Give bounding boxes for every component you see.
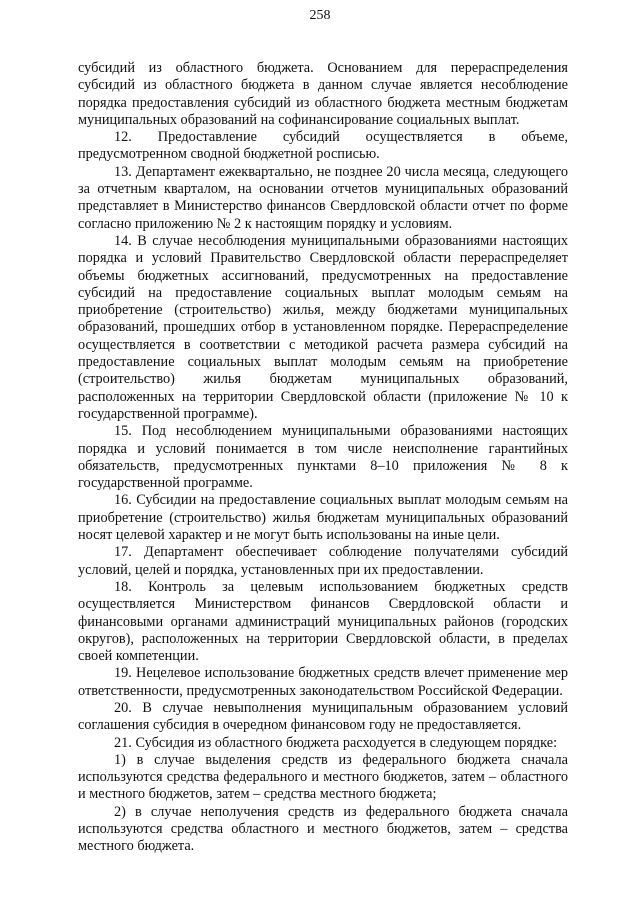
document-body: [78, 60, 568, 856]
paragraph-continuation: субсидий из областного бюджета. Основанием для перераспределения субсидий из областного бюджета в данном случае является несоблюдение порядка предоставления субсидий из областного бюджета местным бюджетам муниципальных образований на софинансирование социальных выплат.: [78, 60, 568, 128]
paragraph-17: 17. Департамент обеспечивает соблюдение получателями субсидий условий, целей и порядка, установленных при их предоставлении.: [78, 544, 568, 578]
list-item-2: 2) в случае неполучения средств из федерального бюджета сначала используются средства областного и местного бюджетов, затем – средства местного бюджета.: [78, 803, 568, 855]
paragraph-12: 12. Предоставление субсидий осуществляется в объеме, предусмотренном сводной бюджетной росписью.: [78, 129, 568, 163]
paragraph-21: 21. Субсидия из областного бюджета расходуется в следующем порядке:: [114, 734, 558, 751]
page-number: 258: [309, 8, 331, 23]
paragraph-15: 15. Под несоблюдением муниципальными образованиями настоящих порядка и условий понимается в том числе неисполнение гарантийных обязательств, предусмотренных пунктами 8–10 приложения № 8 к государственной программе.: [78, 423, 568, 492]
list-item-1: 1) в случае выделения средств из федерального бюджета сначала используются средства федерального и местного бюджетов, затем – областного и местного бюджетов, затем – средства местного бюджета;: [78, 751, 568, 803]
paragraph-16: 16. Субсидии на предоставление социальных выплат молодым семьям на приобретение (строительство) жилья бюджетам муниципальных образований носят целевой характер и не могут быть использованы на иные цели.: [78, 492, 568, 544]
paragraph-13: 13. Департамент ежеквартально, не позднее 20 числа месяца, следующего за отчетным кварталом, на основании отчетов муниципальных образований представляет в Министерство финансов Свердловской области отчет по форме согласно приложению № 2 к настоящим порядку и условиям.: [78, 163, 568, 232]
paragraph-20: 20. В случае невыполнения муниципальным образованием условий соглашения субсидия в очередном финансовом году не предоставляется.: [78, 699, 568, 734]
paragraph-14: 14. В случае несоблюдения муниципальными образованиями настоящих порядка и условий Правительство Свердловской области перераспределяет объемы бюджетных ассигнований, предусмотренных на предоставление субсидий на предоставление социальных выплат молодым семьям на приобретение (строительство) жилья, между бюджетами муниципальных образований, прошедших отбор в установленном порядке. Перераспределение осуществляется в соответствии с методикой расчета размера субсидий на предоставление социальных выплат молодым семьям на приобретение (строительство) жилья бюджетам муниципальных образований, расположенных на территории Свердловской области (приложение № 10 к государственной программе).: [78, 232, 568, 422]
paragraph-19: 19. Нецелевое использование бюджетных средств влечет применение мер ответственности, предусмотренных законодательством Российской Федерации.: [78, 665, 568, 699]
paragraph-18: 18. Контроль за целевым использованием бюджетных средств осуществляется Министерством финансов Свердловской области и финансовыми органами администраций муниципальных районов (городских округов), расположенных на территории Свердловской области, в пределах своей компетенции.: [78, 578, 568, 665]
